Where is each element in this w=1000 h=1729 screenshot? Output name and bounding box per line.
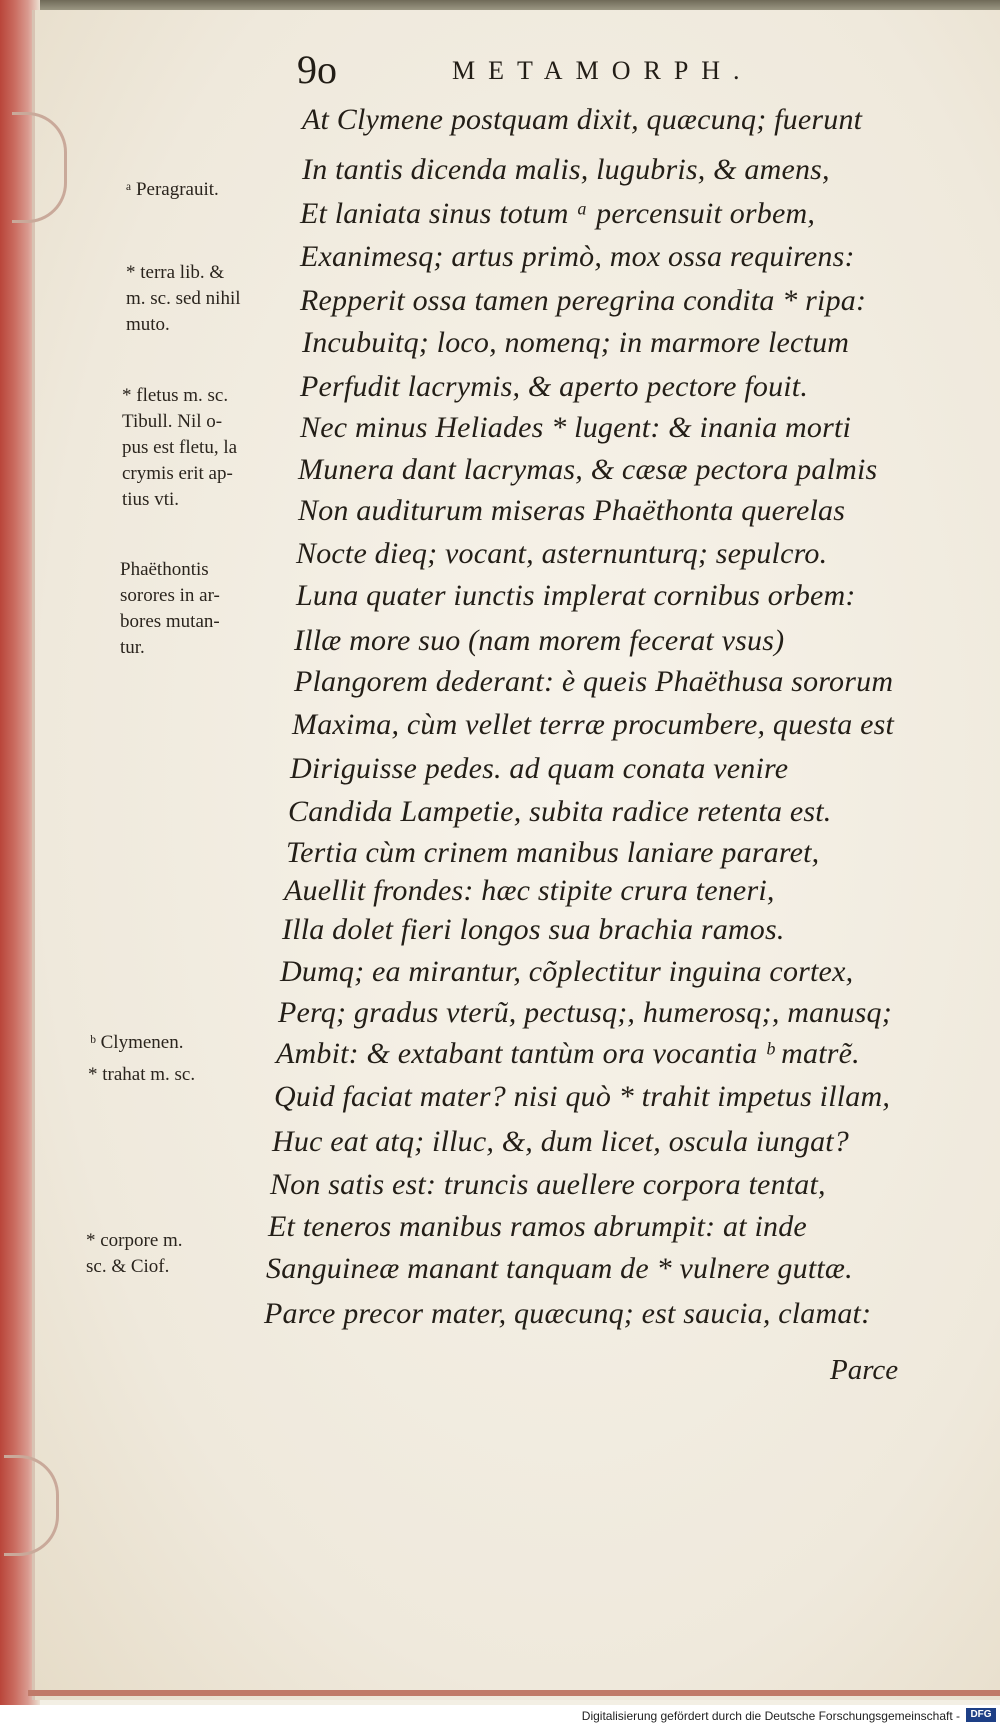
verse-line: Auellit frondes: hæc stipite crura teneri, bbox=[284, 874, 775, 907]
margin-note-line: tur. bbox=[120, 637, 145, 658]
catchword: Parce bbox=[830, 1354, 899, 1386]
verse-line: Maxima, cùm vellet terræ procumbere, questa est bbox=[292, 708, 895, 741]
page-number: 9o bbox=[297, 47, 337, 92]
margin-note-line: muto. bbox=[126, 314, 170, 335]
verse-line: Repperit ossa tamen peregrina condita * ripa: bbox=[300, 284, 867, 317]
verse-line: In tantis dicenda malis, lugubris, & amens, bbox=[302, 153, 830, 186]
verse-line: Incubuitq; loco, nomenq; in marmore lectum bbox=[302, 326, 850, 359]
verse-line: Dumq; ea mirantur, cõplectitur inguina cortex, bbox=[280, 955, 854, 988]
verse-line: Diriguisse pedes. ad quam conata venire bbox=[290, 752, 789, 785]
verse-line: Nec minus Heliades * lugent: & inania morti bbox=[300, 411, 852, 444]
verse-line: Non satis est: truncis auellere corpora tentat, bbox=[270, 1168, 826, 1201]
verse-line: Candida Lampetie, subita radice retenta est. bbox=[288, 795, 832, 828]
verse-line: Et teneros manibus ramos abrumpit: at inde bbox=[268, 1210, 807, 1243]
margin-note bbox=[120, 557, 220, 661]
margin-note bbox=[90, 1030, 183, 1056]
margin-note-line: ᵇ Clymenen. bbox=[90, 1032, 184, 1053]
margin-note-line: crymis erit ap- bbox=[122, 463, 233, 484]
margin-note bbox=[126, 177, 219, 203]
verse-line: Non auditurum miseras Phaëthonta querelas bbox=[298, 494, 846, 527]
verse-line: Huc eat atq; illuc, &, dum licet, oscula iungat? bbox=[272, 1125, 850, 1158]
margin-note bbox=[86, 1228, 183, 1280]
margin-note-line: pus est fletu, la bbox=[122, 437, 238, 458]
verse-line: Ambit: & extabant tantùm ora vocantia ᵇ matrẽ. bbox=[276, 1037, 860, 1070]
verse-line: Sanguineæ manant tanquam de * vulnere guttæ. bbox=[266, 1252, 853, 1285]
verse-line: Tertia cùm crinem manibus laniare pararet, bbox=[286, 836, 820, 869]
margin-note-line: sc. & Ciof. bbox=[86, 1256, 170, 1277]
verse-line: Illa dolet fieri longos sua brachia ramos. bbox=[282, 913, 785, 946]
verse-line: Perfudit lacrymis, & aperto pectore fouit. bbox=[300, 370, 809, 403]
margin-note-line: * trahat m. sc. bbox=[88, 1064, 196, 1085]
verse-line: Luna quater iunctis implerat cornibus orbem: bbox=[296, 579, 856, 612]
verse-line: Munera dant lacrymas, & cæsæ pectora palmis bbox=[298, 453, 878, 486]
verse-line: Plangorem dederant: è queis Phaëthusa sororum bbox=[294, 665, 894, 698]
verse-line: Nocte dieq; vocant, asternunturq; sepulcro. bbox=[296, 537, 828, 570]
margin-note-line: * fletus m. sc. bbox=[122, 385, 229, 406]
running-title: METAMORPH. bbox=[452, 56, 753, 85]
verse-line: At Clymene postquam dixit, quæcunq; fuerunt bbox=[302, 103, 863, 136]
verse-line: Perq; gradus vterũ, pectusq;, humerosq;, manusq; bbox=[278, 996, 892, 1029]
digitization-credit: Digitalisierung gefördert durch die Deutsche Forschungsgemeinschaft - bbox=[581, 1709, 960, 1723]
verse-line: Et laniata sinus totum ᵃ percensuit orbem, bbox=[300, 197, 816, 230]
verse-line: Illæ more suo (nam morem fecerat vsus) bbox=[294, 624, 785, 657]
margin-note-line: Phaëthontis bbox=[120, 559, 209, 580]
margin-note-line: * corpore m. bbox=[86, 1230, 183, 1251]
margin-note bbox=[126, 260, 241, 338]
margin-note-line: Tibull. Nil o- bbox=[122, 411, 223, 432]
margin-note-line: sorores in ar- bbox=[120, 585, 220, 606]
margin-note bbox=[122, 383, 237, 513]
verse-line: Exanimesq; artus primò, mox ossa requirens: bbox=[300, 240, 855, 273]
margin-note-line: tius vti. bbox=[122, 489, 180, 510]
book-bottom-edge bbox=[28, 1690, 1000, 1696]
binding-string-top bbox=[12, 112, 67, 223]
margin-note bbox=[88, 1062, 195, 1088]
margin-note-line: bores mutan- bbox=[120, 611, 220, 632]
margin-note-line: m. sc. sed nihil bbox=[126, 288, 241, 309]
verse-line: Parce precor mater, quæcunq; est saucia, clamat: bbox=[264, 1297, 872, 1330]
verse-line: Quid faciat mater? nisi quò * trahit impetus illam, bbox=[274, 1080, 891, 1113]
margin-note-line: * terra lib. & bbox=[126, 262, 225, 283]
margin-note-line: ᵃ Peragrauit. bbox=[126, 179, 219, 200]
dfg-logo: DFG bbox=[966, 1708, 996, 1722]
